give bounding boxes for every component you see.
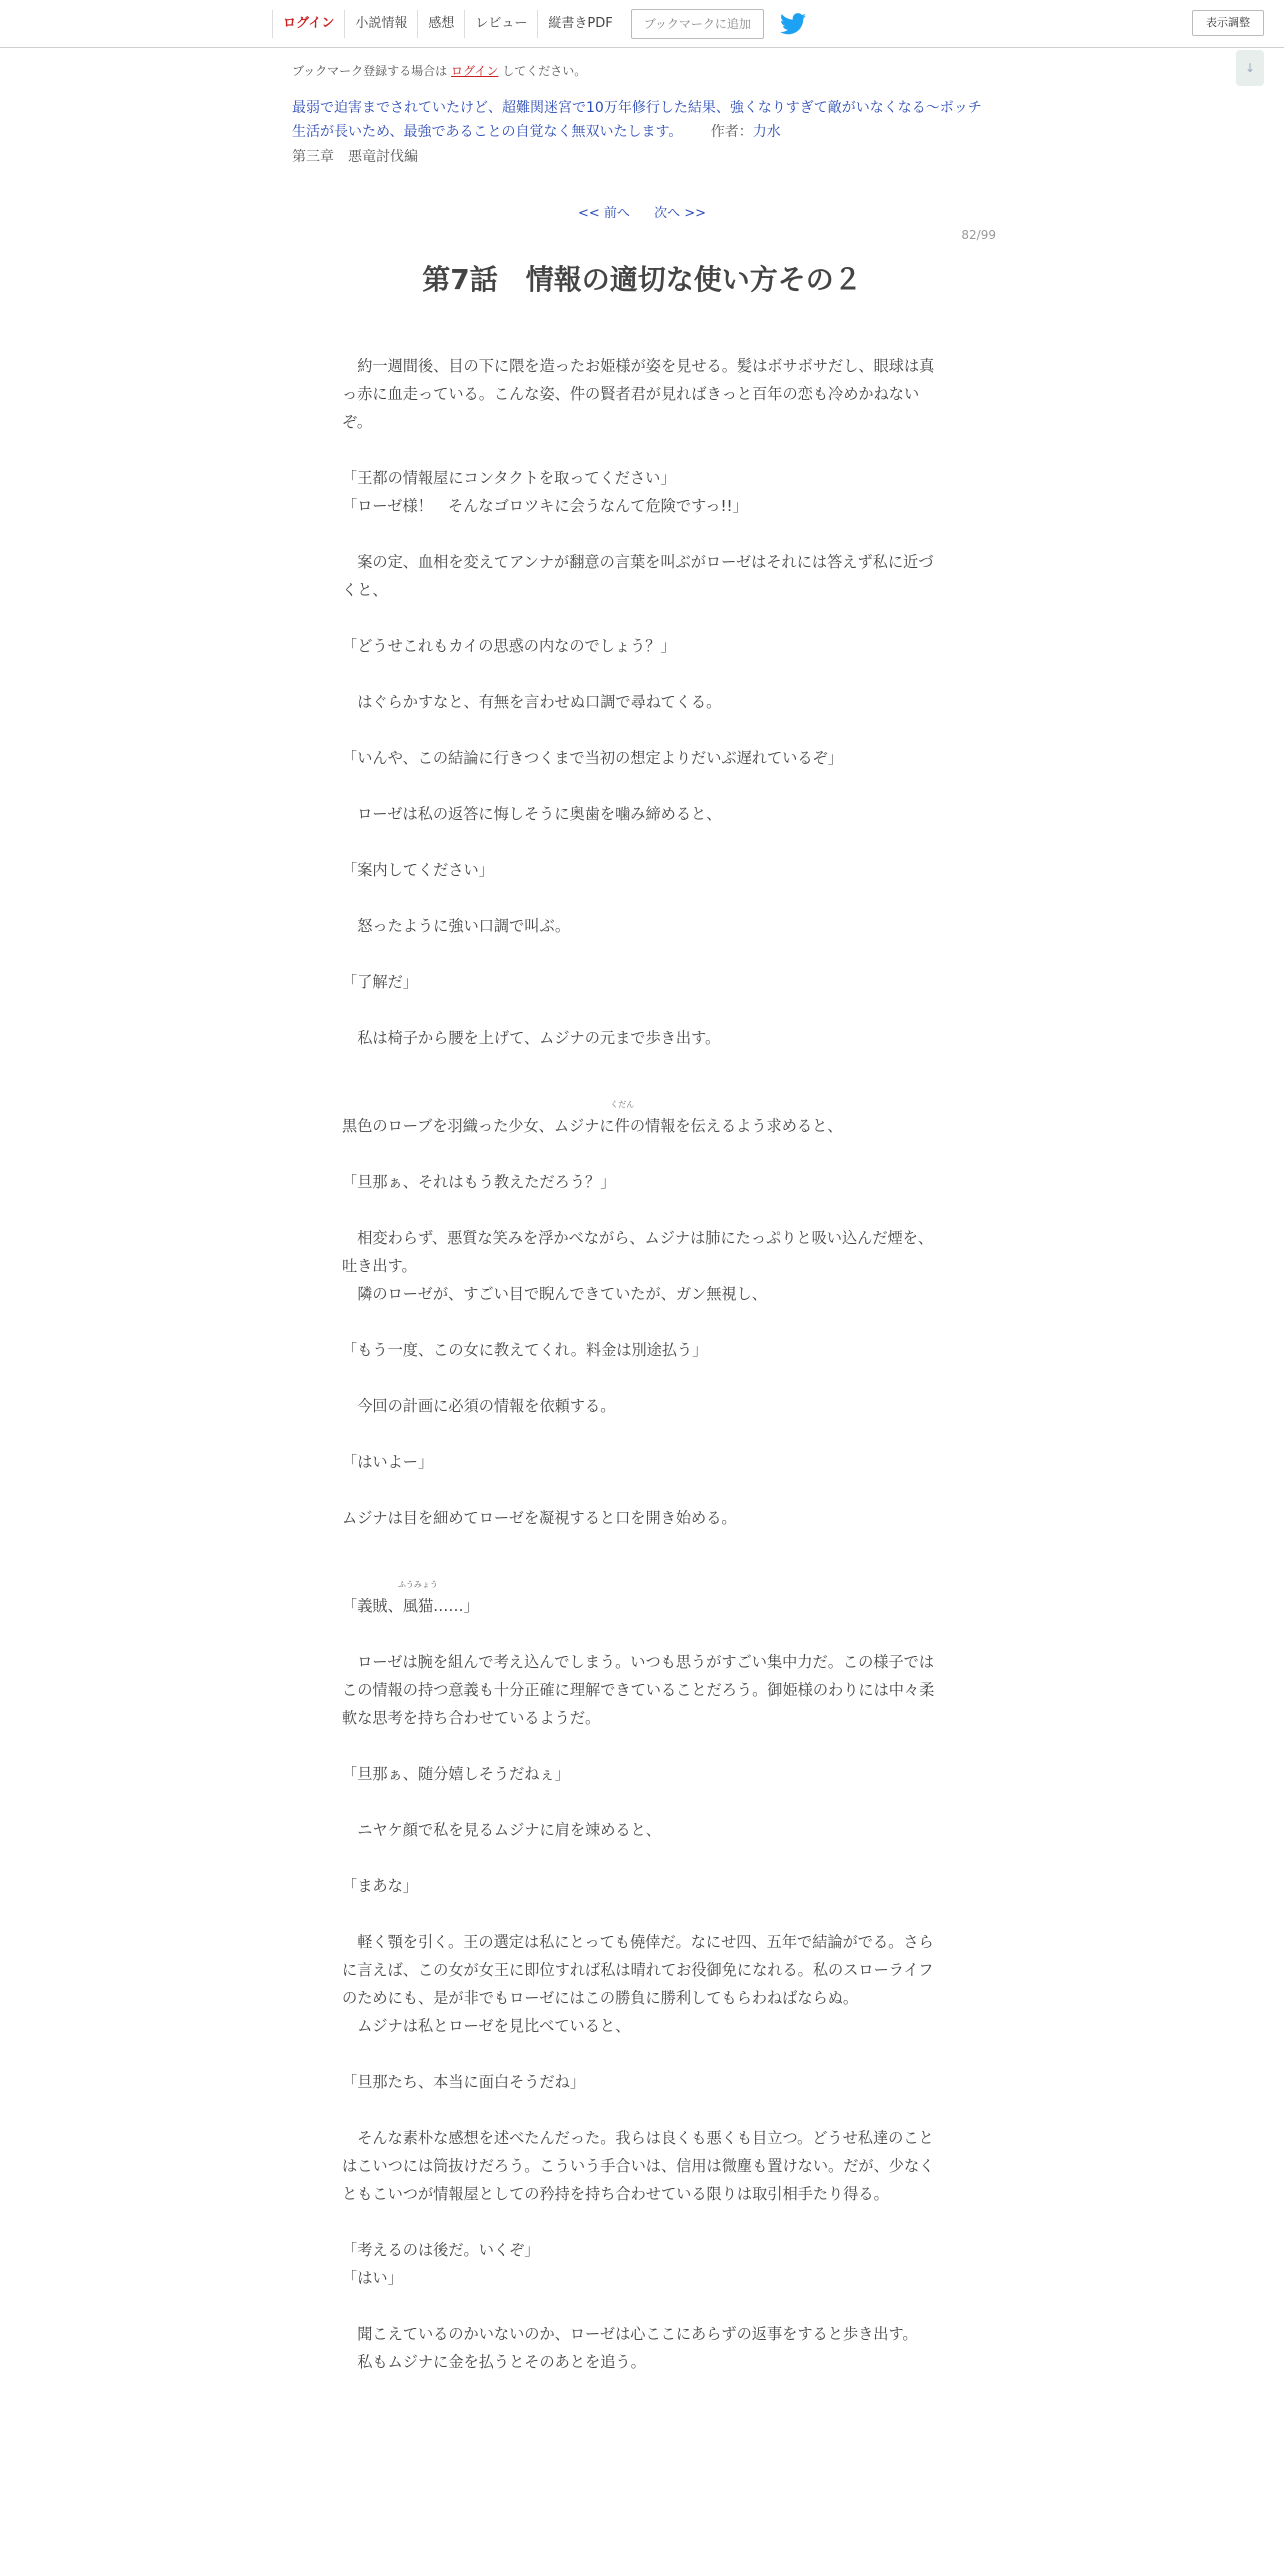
episode-count: 82/99: [961, 228, 996, 242]
paragraph: 「案内してください」: [342, 861, 494, 879]
bookmark-login-notice: [292, 62, 586, 79]
display-settings-button[interactable]: 表示調整: [1192, 10, 1264, 36]
paragraph: ニヤケ顔で私を見るムジナに肩を竦めると、: [342, 1821, 661, 1839]
series-title-link[interactable]: 最弱で迫害までされていたけど、超難関迷宮で10万年修行した結果、強くなりすぎて敵がいなくなる～ボッチ生活が長いため、最強であることの自覚なく無双いたします。: [292, 100, 982, 140]
nav-login[interactable]: ログイン: [272, 10, 344, 38]
chapter-title: 第三章 悪竜討伐編: [292, 149, 418, 165]
paragraph-with-ruby: [342, 1100, 938, 1140]
paragraph: 「ローゼ様！ そんなゴロツキに会うなんて危険ですっ!!」: [342, 497, 748, 515]
paragraph: 案の定、血相を変えてアンナが翻意の言葉を叫ぶがローゼはそれには答えず私に近づくと、: [342, 553, 934, 599]
twitter-icon[interactable]: [780, 13, 806, 35]
paragraph: 「まあな」: [342, 1877, 418, 1895]
paragraph: 「はい」: [342, 2269, 403, 2287]
paragraph-part: の情報を伝えるよう求めると、: [629, 1117, 843, 1135]
paragraph: 「いんや、この結論に行きつくまで当初の想定よりだいぶ遅れているぞ」: [342, 749, 843, 767]
next-episode-link[interactable]: 次へ >>: [654, 206, 706, 221]
nav-vertical-pdf[interactable]: 縦書きPDF: [537, 10, 622, 38]
paragraph: ローゼは私の返答に悔しそうに奥歯を噛み締めると、: [342, 805, 722, 823]
paragraph: そんな素朴な感想を述べたんだった。我らは良くも悪くも目立つ。どうせ私達のことはこいつには筒抜けだろう。こういう手合いは、信用は微塵も置けない。だが、少なくともこいつが情報屋としての矜持を持ち合わせている限りは取引相手たり得る。: [342, 2129, 935, 2203]
nav-review[interactable]: レビュー: [464, 10, 537, 38]
scroll-down-button[interactable]: ↓: [1236, 50, 1264, 86]
notice-login-link[interactable]: ログイン: [451, 64, 499, 78]
paragraph: 「旦那ぁ、随分嬉しそうだねぇ」: [342, 1765, 570, 1783]
author-link[interactable]: 力水: [752, 124, 781, 140]
paragraph: 今回の計画に必須の情報を依頼する。: [342, 1397, 616, 1415]
nav-novel-info[interactable]: 小説情報: [344, 10, 417, 38]
episode-title: 第7話 情報の適切な使い方その２: [422, 263, 862, 296]
ruby-base: 件: [614, 1117, 630, 1135]
paragraph: 相変わらず、悪質な笑みを浮かべながら、ムジナは肺にたっぷりと吸い込んだ煙を、吐き出す。: [342, 1229, 934, 1275]
notice-text-before: ブックマーク登録する場合は: [292, 64, 448, 78]
novel-body: [342, 352, 938, 2376]
series-title-block: [292, 96, 992, 144]
ruby: [397, 1580, 438, 1620]
episode-pager: [0, 202, 1284, 221]
paragraph: 「どうせこれもカイの思惑の内なのでしょう？」: [342, 637, 676, 655]
paragraph: 軽く顎を引く。王の選定は私にとっても僥倖だ。なにせ四、五年で結論がでる。さらに言えば、この女が女王に即位すれば私は晴れてお役御免になれる。私のスローライフのためにも、是が非でもローゼにはこの勝負に勝利してもらわねばならぬ。: [342, 1933, 934, 2007]
paragraph: 「はいよー」: [342, 1453, 434, 1471]
ruby-reading: くだん: [610, 1100, 635, 1109]
paragraph: ムジナは目を細めてローゼを凝視すると口を開き始める。: [342, 1509, 737, 1527]
paragraph-part: 「義賊、: [342, 1597, 403, 1615]
paragraph: 「旦那ぁ、それはもう教えただろう？」: [342, 1173, 616, 1191]
paragraph: 「了解だ」: [342, 973, 418, 991]
paragraph: 「王都の情報屋にコンタクトを取ってください」: [342, 469, 676, 487]
ruby-reading: ふうみょう: [397, 1580, 438, 1589]
paragraph: 「考えるのは後だ。いくぞ」: [342, 2241, 540, 2259]
paragraph: ムジナは私とローゼを見比べていると、: [342, 2017, 631, 2035]
paragraph-with-ruby: [342, 1580, 938, 1620]
nav-impressions[interactable]: 感想: [417, 10, 464, 38]
ruby-base: 風猫: [402, 1597, 434, 1615]
paragraph-part: ……」: [433, 1597, 479, 1615]
ruby: [610, 1100, 635, 1140]
paragraph: 隣のローゼが、すごい目で睨んできていたが、ガン無視し、: [342, 1285, 767, 1303]
top-nav: [272, 10, 806, 38]
notice-text-after: してください。: [502, 64, 587, 78]
paragraph: はぐらかすなと、有無を言わせぬ口調で尋ねてくる。: [342, 693, 722, 711]
paragraph: 私は椅子から腰を上げて、ムジナの元まで歩き出す。: [342, 1029, 721, 1047]
add-bookmark-button[interactable]: ブックマークに追加: [631, 9, 764, 39]
paragraph: 聞こえているのかいないのか、ローゼは心ここにあらずの返事をすると歩き出す。: [342, 2325, 918, 2343]
paragraph: 「旦那たち、本当に面白そうだね」: [342, 2073, 585, 2091]
paragraph: ローゼは腕を組んで考え込んでしまう。いつも思うがすごい集中力だ。この様子ではこの情報の持つ意義も十分正確に理解できていることだろう。御姫様のわりには中々柔軟な思考を持ち合わせているようだ。: [342, 1653, 935, 1727]
paragraph-part: 黒色のローブを羽織った少女、ムジナに: [342, 1117, 615, 1135]
top-header: [0, 0, 1284, 48]
author-label: 作者：: [710, 124, 753, 140]
prev-episode-link[interactable]: << 前へ: [578, 206, 630, 221]
paragraph: 「もう一度、この女に教えてくれ。料金は別途払う」: [342, 1341, 708, 1359]
paragraph: 怒ったように強い口調で叫ぶ。: [342, 917, 571, 935]
paragraph: 私もムジナに金を払うとそのあとを追う。: [342, 2353, 646, 2371]
paragraph: 約一週間後、目の下に隈を造ったお姫様が姿を見せる。髪はボサボサだし、眼球は真っ赤に血走っている。こんな姿、件の賢者君が見ればきっと百年の恋も冷めかねないぞ。: [342, 357, 935, 431]
